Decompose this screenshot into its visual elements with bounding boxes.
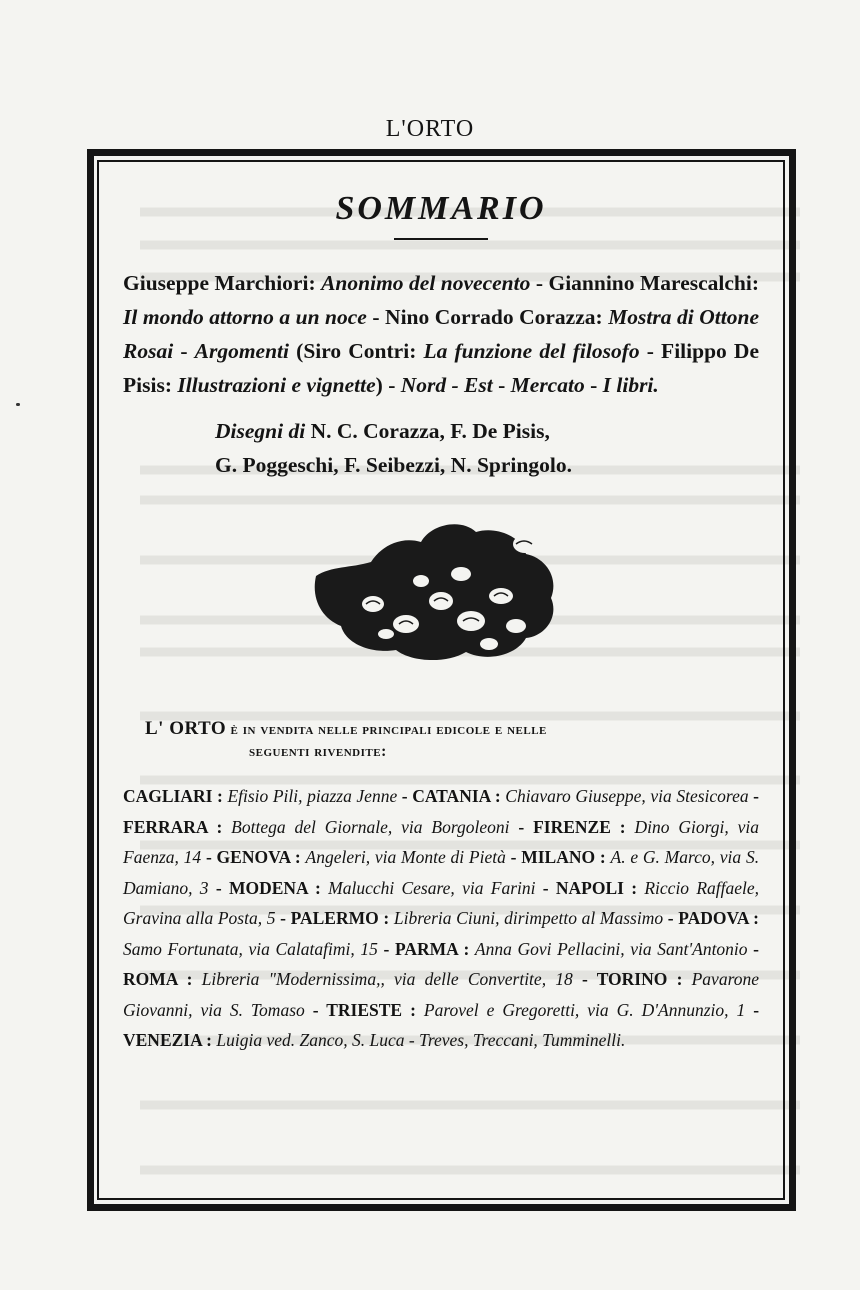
- retailer-separator: -: [748, 786, 759, 806]
- retailer-address: Samo Fortunata, via Calatafimi, 15: [123, 938, 378, 959]
- retailer-address: A. e G. Marco, via S. Damiano, 3: [123, 847, 760, 898]
- summary-work-title: Mostra di Ottone Rosai: [123, 305, 759, 363]
- summary-work-title: I libri.: [602, 373, 659, 397]
- retailer-city: PADOVA: [678, 908, 749, 928]
- retailer-separator: -: [663, 908, 679, 928]
- summary-author-text: -: [584, 373, 603, 397]
- summary-author-text: -: [173, 339, 195, 363]
- retailer-city: PARMA: [394, 938, 458, 959]
- retailer-separator: -: [275, 908, 291, 928]
- retailer-city: VENEZIA: [123, 1030, 202, 1050]
- drawings-label: Disegni di: [215, 419, 306, 443]
- summary-work-title: La funzione del filosofo: [423, 339, 640, 363]
- retailer-separator: -: [745, 999, 760, 1020]
- retailer-separator: -: [535, 877, 556, 898]
- retailer-city: TRIESTE: [326, 999, 403, 1020]
- running-title: L'ORTO: [385, 116, 475, 142]
- drawings-line1: N. C. Corazza, F. De Pisis,: [305, 419, 550, 443]
- summary-work-title: Nord - Est: [400, 373, 493, 397]
- retailer-separator: -: [377, 938, 395, 959]
- retailer-city: FIRENZE: [533, 816, 611, 837]
- sales-notice: [145, 718, 759, 763]
- summary-author-text: - Giannino Marescalchi:: [530, 271, 759, 295]
- retailer-city: TORINO: [596, 969, 668, 989]
- notice-journal-name: L' ORTO: [145, 718, 227, 739]
- retailer-address: Libreria Ciuni, dirimpetto al Massimo: [393, 908, 664, 928]
- retailer-address: Anna Govi Pellacini, via Sant'Antonio: [474, 938, 748, 959]
- summary-title: SOMMARIO: [335, 190, 547, 227]
- summary-work-title: Il mondo attorno a un noce: [123, 305, 367, 329]
- notice-line1: è in vendita nelle principali edicole e nelle: [226, 721, 547, 738]
- retailer-address: Angeleri, via Monte di Pietà: [305, 847, 506, 867]
- summary-author-text: (Siro Contri:: [289, 339, 424, 363]
- summary-author-text: - Filippo De Pisis:: [123, 339, 759, 397]
- retailer-city: CAGLIARI: [123, 786, 213, 806]
- summary-author-text: -: [492, 373, 511, 397]
- retailer-city: ROMA: [123, 969, 178, 989]
- retailer-city: FERRARA: [123, 816, 208, 837]
- retailer-separator: -: [201, 847, 217, 867]
- summary-work-title: Anonimo del novecento: [321, 271, 531, 295]
- summary-author-text: ) -: [375, 373, 401, 397]
- notice-line2: seguenti rivendite:: [249, 743, 387, 760]
- drawings-line2: G. Poggeschi, F. Seibezzi, N. Springolo.: [215, 453, 572, 477]
- retailer-separator: -: [505, 847, 522, 867]
- walnut-vignette-illustration: [311, 506, 561, 666]
- retailer-separator: -: [304, 999, 327, 1020]
- retailers-list: CAGLIARI : Efisio Pili, piazza Jenne - CATANIA : Chiavaro Giuseppe, via Stesicorea - FERRARA : Bottega del Giornale, via Borgoleoni - FIRENZE : Dino Giorgi, via Faenza, 14 - GENOVA : Angeleri, via Monte di Pietà - MILANO : A. e G. Marco, via S. Damiano, 3 - MODENA : Malucchi Cesare, via Farini - NAPOLI : Riccio Raffaele, Gravina alla Posta, 5 - PALERMO : Libreria Ciuni, dirimpetto al Massimo - PADOVA : Samo Fortunata, via Calatafimi, 15 - PARMA : Anna Govi Pellacini, via Sant'Antonio - ROMA : Libreria "Modernissima,, via delle Convertite, 18 - TORINO : Pavarone Giovanni, via S. Tomaso - TRIESTE : Parovel e Gregoretti, via G. D'Annunzio, 1 - VENEZIA : Luigia ved. Zanco, S. Luca - Treves, Treccani, Tumminelli.: [123, 786, 760, 1050]
- retailer-address: Pavarone Giovanni, via S. Tomaso: [123, 969, 759, 1020]
- summary-text: [123, 266, 759, 402]
- summary-author-text: - Nino Corrado Corazza:: [366, 305, 609, 329]
- paper-speck: [16, 403, 20, 406]
- summary-work-title: Illustrazioni e vignette: [177, 373, 376, 397]
- retailer-city: PALERMO: [290, 908, 379, 928]
- title-rule: [394, 238, 488, 240]
- retailer-address: Luigia ved. Zanco, S. Luca - Treves, Treccani, Tumminelli.: [216, 1030, 626, 1050]
- retailer-city: MILANO: [521, 847, 596, 867]
- retailer-city: CATANIA: [412, 786, 491, 806]
- retailer-separator: -: [208, 877, 229, 898]
- drawings-credit: [215, 414, 759, 482]
- retailer-separator: -: [747, 938, 759, 959]
- summary-work-title: Mercato: [510, 373, 585, 397]
- retailer-address: Malucchi Cesare, via Farini: [328, 877, 536, 898]
- retailer-address: Bottega del Giornale, via Borgoleoni: [231, 816, 510, 837]
- summary-author-text: Giuseppe Marchiori:: [123, 271, 322, 295]
- retailer-address: Chiavaro Giuseppe, via Stesicorea: [505, 786, 749, 806]
- retailer-city: GENOVA: [216, 847, 291, 867]
- retailer-address: Riccio Raffaele, Gravina alla Posta, 5: [123, 877, 760, 928]
- retailer-city: MODENA: [228, 877, 308, 898]
- retailer-separator: -: [509, 816, 534, 837]
- retailer-address: Parovel e Gregoretti, via G. D'Annunzio, 1: [423, 999, 746, 1020]
- retailer-address: Libreria "Modernissima,, via delle Convertite, 18: [201, 969, 573, 989]
- retailer-address: Dino Giorgi, via Faenza, 14: [123, 816, 759, 867]
- summary-content: [123, 190, 759, 1056]
- retailer-city: NAPOLI: [555, 877, 624, 898]
- retailer-address: Efisio Pili, piazza Jenne: [227, 786, 398, 806]
- summary-work-title: Argomenti: [194, 339, 290, 363]
- retailer-separator: -: [397, 786, 413, 806]
- retailer-separator: -: [572, 969, 597, 989]
